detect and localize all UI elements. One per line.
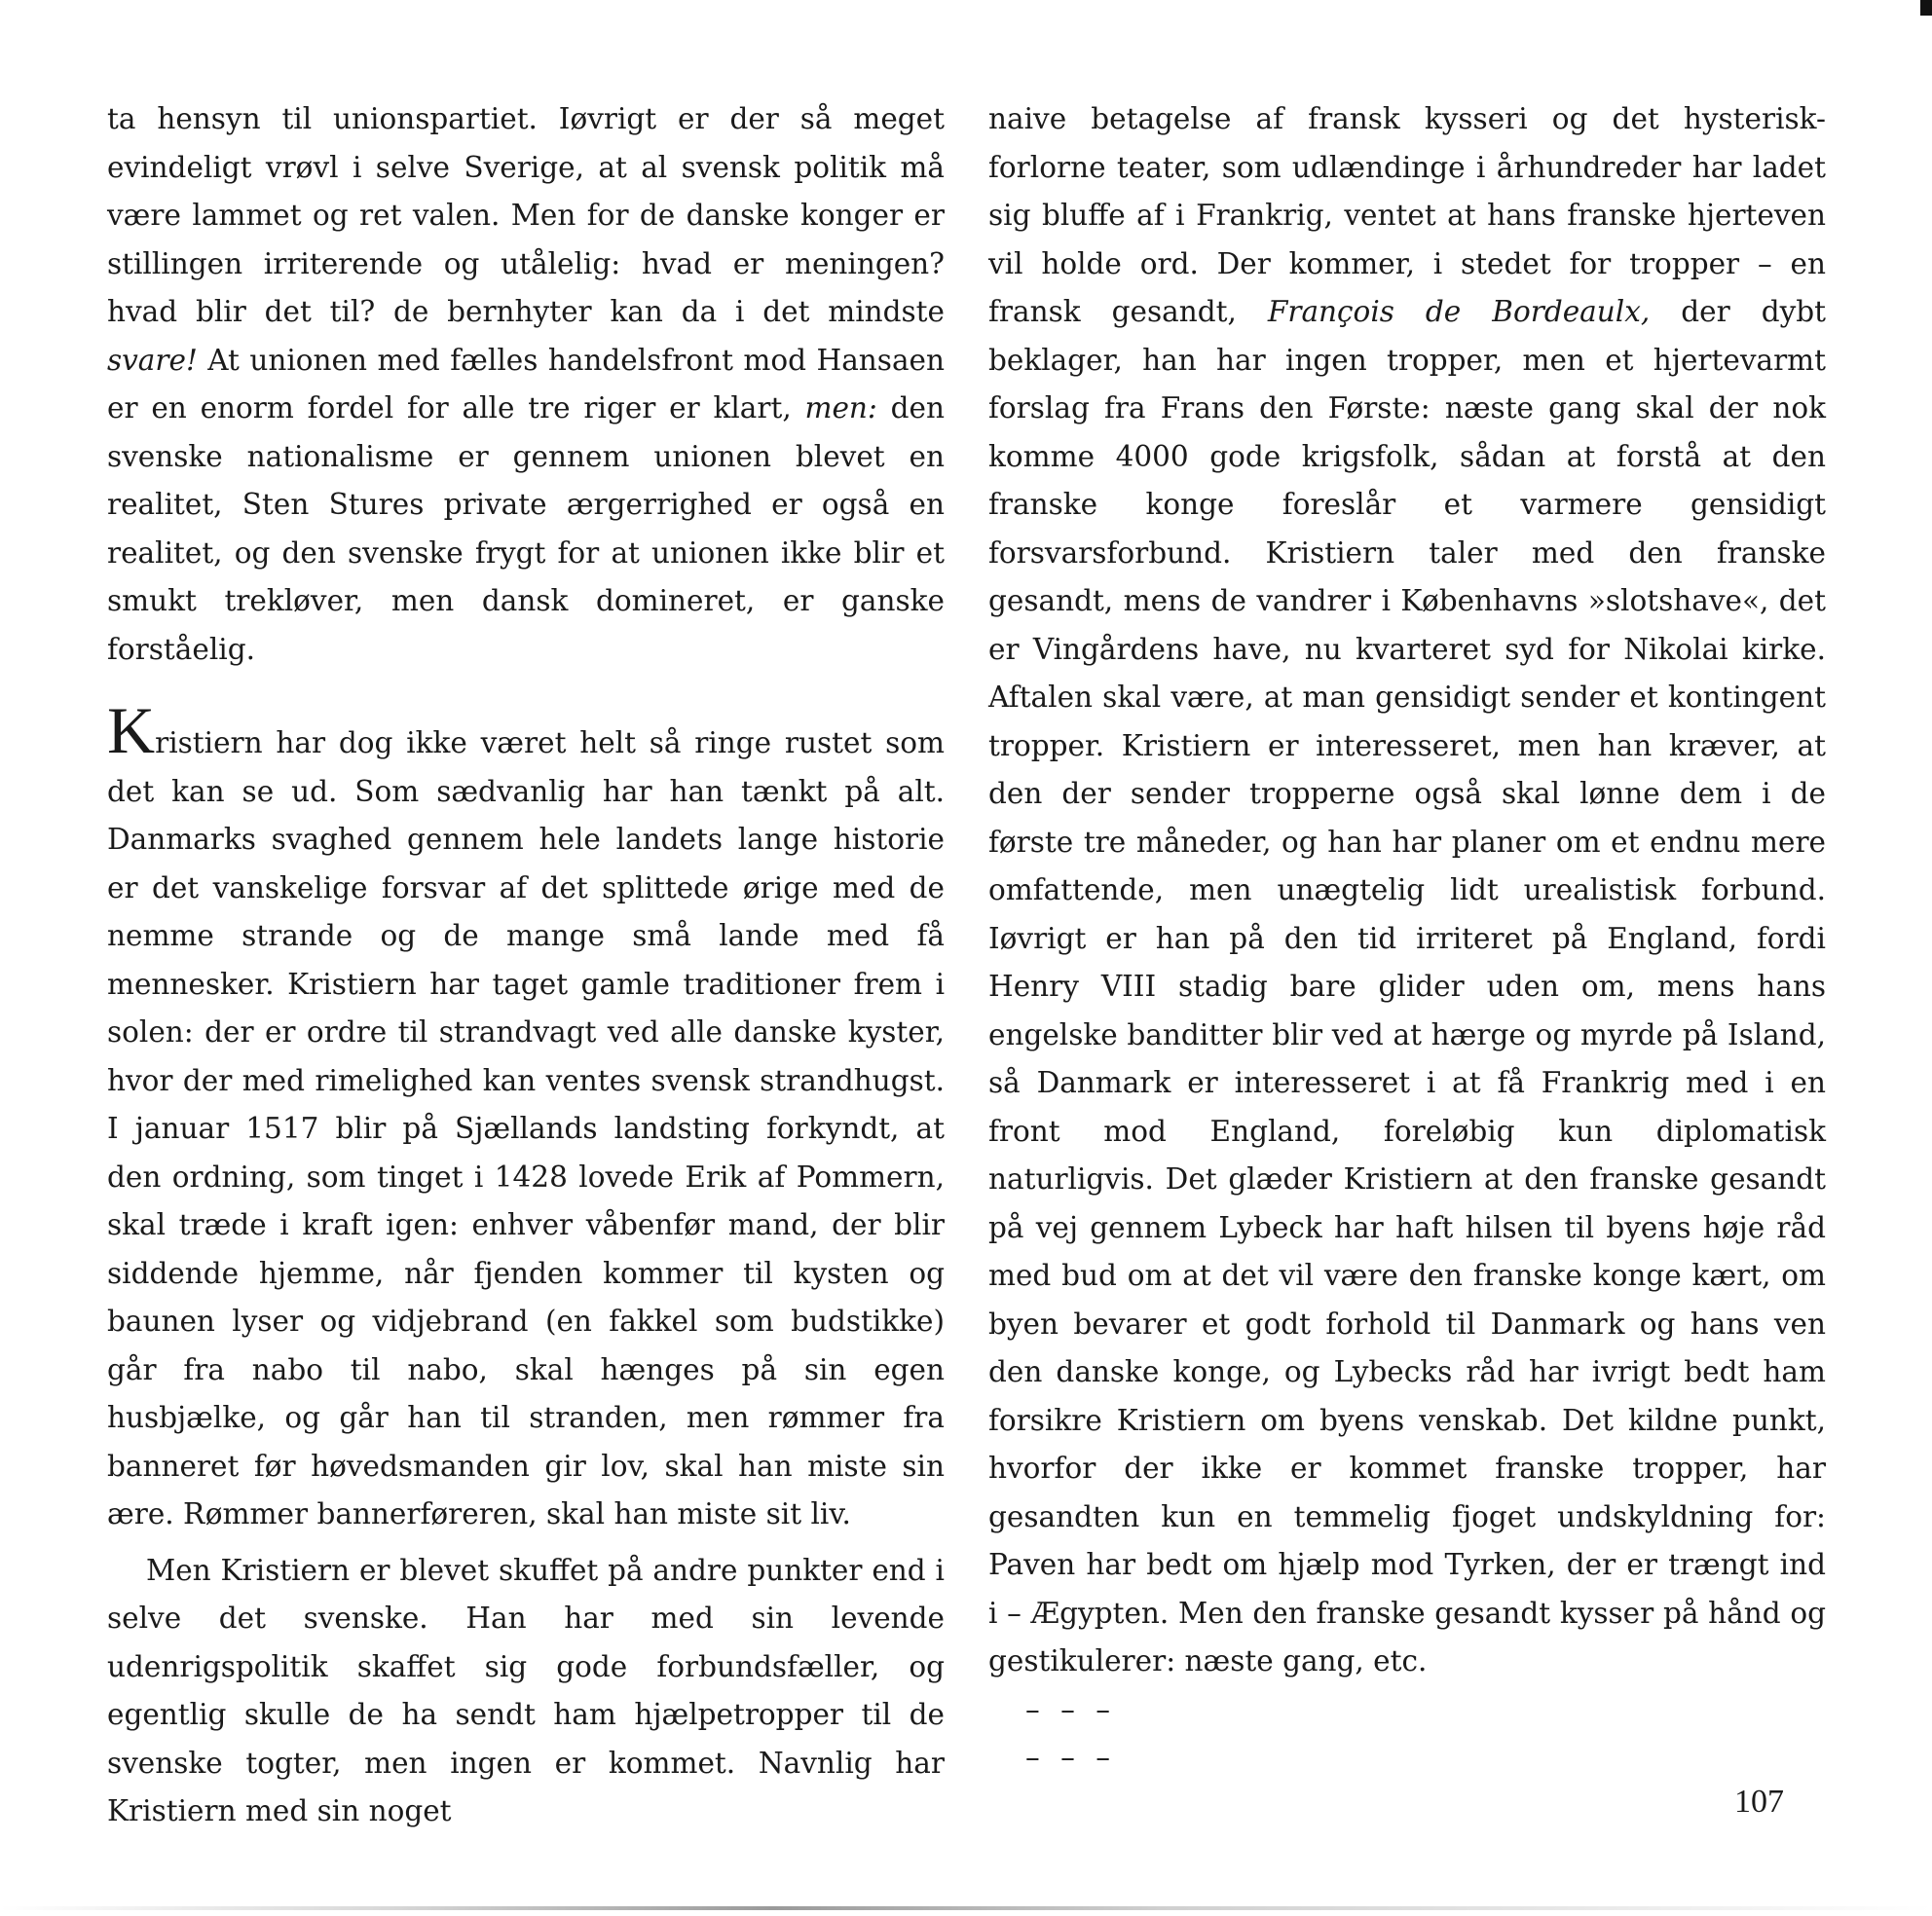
right-text-column [988,95,1826,1783]
paragraph [988,95,1826,1686]
section-break-dashes: – – – [1025,1692,1117,1726]
text-run: ristiern har dog ikke været helt så ringe rustet som det kan se ud. Som sædvanlig har han tænkt på alt. Danmarks svaghed gennem hele landets lange historie er det vanskelige forsvar af det splittede ørige med de nemme strande og de mange små lande med få mennesker. Kristiern har taget gamle traditioner frem i solen: der er ordre til strandvagt ved alle danske kyster, hvor der med rimelighed kan ventes svensk strandhugst. I januar 1517 blir på Sjællands landsting forkyndt, at den ordning, som tinget i 1428 lovede Erik af Pommern, skal træde i kraft igen: enhver våbenfør mand, der blir siddende hjemme, når fjenden kommer til kysten og baunen lyser og vidjebrand (en fakkel som budstikke) går fra nabo til nabo, skal hænges på sin egen husbjælke, og går han til stranden, men rømmer fra banneret før høvedsmanden gir lov, skal han miste sin ære. Rømmer bannerføreren, skal han miste sit liv. [107,726,945,1530]
text-run: ta hensyn til unionspartiet. Iøvrigt er der så meget evindeligt vrøvl i selve Sverige, at al svensk politik må være lammet og ret valen. Men for de danske konger er stillingen irriterende og utålelig: hvad er meningen? hvad blir det til? de bernhyter kan da i det mindste [107,102,945,328]
text-run: den svenske nationalisme er gennem unionen blevet en realitet, Sten Stures private ærgerrighed er også en realitet, og den svenske frygt for at unionen ikke blir et smukt trekløver, men dansk domineret, er ganske forståelig. [107,391,945,666]
paragraph [107,1547,945,1836]
text-run: naive betagelse af fransk kysseri og det hysterisk-forlorne teater, som udlændinge i århundreder har ladet sig bluffe af i Frankrig, ventet at hans franske hjerteven vil holde ord. Der kommer, i stedet for tropper – en fransk gesandt, [988,102,1826,328]
section-break-dashes: – – – [1025,1741,1117,1774]
text-run: At unionen med fælles handelsfront mod Hansaen er en enorm fordel for alle tre riger er klart, [107,343,945,424]
emphasis-text: François de Bordeaulx, [1267,295,1651,328]
emphasis-text: svare! [107,343,198,377]
left-text-column [107,95,945,1836]
text-run: der dybt beklager, han har ingen tropper, men et hjertevarmt forslag fra Frans den Første: næste gang skal der nok komme 4000 gode krigsfolk, sådan at forstå at den franske konge foreslår et varmere gensidigt forsvarsforbund. Kristiern taler med den franske gesandt, mens de vandrer i Københavns »slotshave«, det er Vingårdens have, nu kvarteret syd for Nikolai kirke. Aftalen skal være, at man gensidigt sender et kontingent tropper. Kristiern er interesseret, men han kræver, at den der sender tropperne også skal lønne dem i de første tre måneder, og han har planer om et endnu mere omfattende, men unægtelig lidt urealistisk forbund. Iøvrigt er han på den tid irriteret på England, fordi Henry VIII stadig bare glider uden om, mens hans engelske banditter blir ved at hærge og myrde på Island, så Danmark er interesseret i at få Frankrig med i en front mod England, foreløbig kun diplomatisk naturligvis. Det glæder Kristiern at den franske gesandt på vej gennem Lybeck har haft hilsen til byens høje råd med bud om at det vil være den franske konge kært, om byen bevarer et godt forhold til Danmark og hans ven den danske konge, og Lybecks råd har ivrigt bedt ham forsikre Kristiern om byens venskab. Det kildne punkt, hvorfor der ikke er kommet franske tropper, har gesandten kun en temmelig fjoget undskyldning for: Paven har bedt om hjælp mod Tyrken, der er trængt ind i – Ægypten. Men den franske gesandt kysser på hånd og gestikulerer: næste gang, etc. [988,295,1827,1677]
page-number: 107 [1734,1784,1784,1820]
scan-bottom-edge [0,1906,1932,1910]
drop-cap: K [107,693,156,767]
paragraph [107,95,945,674]
emphasis-text: men: [804,391,877,424]
text-run: Men Kristiern er blevet skuffet på andre punkter end i selve det svenske. Han har med sin levende udenrigspolitik skaffet sig gode forbundsfæller, og egentlig skulle de ha sendt ham hjælpetropper til de svenske togter, men ingen er kommet. Navnlig har Kristiern med sin noget [107,1553,945,1827]
scan-corner-mark [1920,0,1932,16]
paragraph [107,693,945,1539]
